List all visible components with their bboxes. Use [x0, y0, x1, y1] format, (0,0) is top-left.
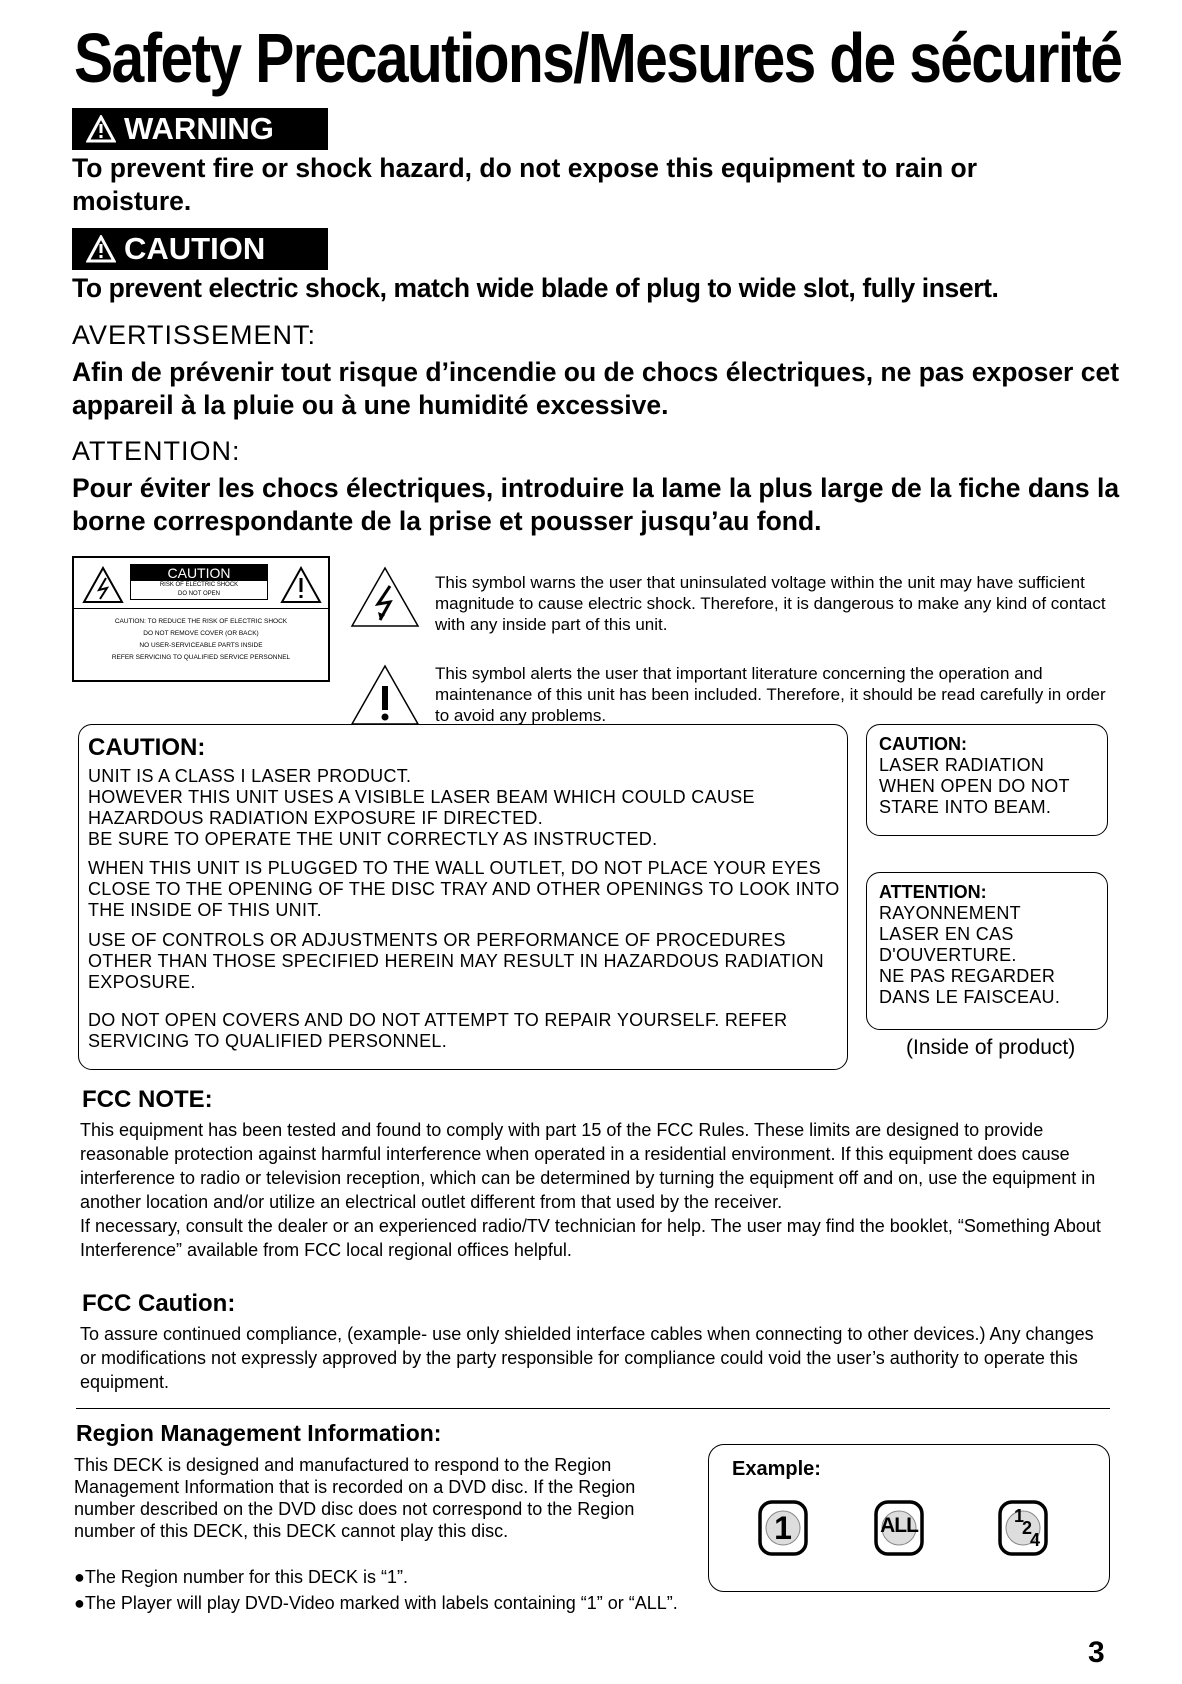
- region-badge-1: [758, 1500, 808, 1556]
- region-badge-all: [874, 1500, 924, 1556]
- region-badge-all-label: ALL: [880, 1514, 918, 1537]
- side-caution-l3: STARE INTO BEAM.: [879, 797, 1052, 817]
- region-badge-multi-1: 1: [1014, 1506, 1025, 1526]
- label-line4: REFER SERVICING TO QUALIFIED SERVICE PERSONNEL: [111, 654, 291, 661]
- inside-of-product-label: (Inside of product): [906, 1036, 1076, 1059]
- label-sub1: RISK OF ELECTRIC SHOCK: [159, 582, 239, 588]
- side-attention-l1: RAYONNEMENT: [879, 903, 1021, 923]
- side-caution-l1: LASER RADIATION: [879, 755, 1045, 775]
- bullet-dot-icon: ●: [74, 1593, 85, 1613]
- side-attention-l2: LASER EN CAS: [879, 924, 1014, 944]
- region-text: This DECK is designed and manufactured to respond to the Region Management Information that is recorded on a DVD disc. If the Region number described on the DVD disc does not correspond to the Region number of this DECK, this DECK cannot play this disc.: [74, 1455, 636, 1541]
- region-bullet-1: [74, 1566, 694, 1588]
- side-attention-l5: DANS LE FAISCEAU.: [879, 987, 1061, 1007]
- fcc-note-heading: FCC NOTE:: [82, 1086, 213, 1113]
- side-caution-box: [866, 724, 1108, 836]
- label-line3: NO USER-SERVICEABLE PARTS INSIDE: [139, 642, 263, 649]
- warning-triangle-icon: [86, 115, 116, 143]
- region-badge-multi-2: 2: [1022, 1518, 1033, 1538]
- side-attention-box: [866, 872, 1108, 1030]
- warning-badge: [72, 108, 328, 150]
- label-line1: CAUTION: TO REDUCE THE RISK OF ELECTRIC SHOCK: [114, 618, 288, 625]
- section-divider: [76, 1408, 1110, 1409]
- laser-caution-p1: [88, 766, 848, 850]
- literature-symbol-icon: [350, 664, 420, 726]
- fcc-note-p2: If necessary, consult the dealer or an experienced radio/TV technician for help. The user may find the booklet, “Something About Interference” available from FCC local regional offices helpful.: [80, 1216, 1101, 1260]
- fcc-caution-heading: FCC Caution:: [82, 1290, 236, 1317]
- label-caution-title: CAUTION: [131, 565, 267, 581]
- laser-p1b: HOWEVER THIS UNIT USES A VISIBLE LASER BEAM WHICH COULD CAUSE HAZARDOUS RADIATION EXPOSURE IF DIRECTED.: [88, 787, 755, 828]
- laser-p1c: BE SURE TO OPERATE THE UNIT CORRECTLY AS INSTRUCTED.: [88, 829, 658, 849]
- voltage-symbol-text: This symbol warns the user that uninsulated voltage within the unit may have sufficient magnitude to cause electric shock. Therefore, it is dangerous to make any kind of contact with any inside part of this unit.: [435, 573, 1106, 634]
- region-badge-multi: [998, 1500, 1048, 1556]
- fcc-note-body: [80, 1118, 1110, 1262]
- caution-text: To prevent electric shock, match wide blade of plug to wide slot, fully insert.: [72, 273, 999, 303]
- fcc-caution-text: To assure continued compliance, (example- use only shielded interface cables when connecting to other devices.) Any changes or modifications not expressly approved by the party responsible for compliance could void the user’s authority to operate this equipment.: [80, 1324, 1094, 1392]
- laser-caution-p2: WHEN THIS UNIT IS PLUGGED TO THE WALL OUTLET, DO NOT PLACE YOUR EYES CLOSE TO THE OPENING OF THE DISC TRAY AND OTHER OPENINGS TO LOOK INTO THE INSIDE OF THIS UNIT.: [88, 858, 840, 920]
- attention-text: Pour éviter les chocs électriques, introduire la lame la plus large de la fiche dans la borne correspondante de la prise et pousser jusqu’au fond.: [72, 473, 1120, 536]
- region-heading: Region Management Information:: [76, 1420, 442, 1446]
- label-line2: DO NOT REMOVE COVER (OR BACK): [143, 630, 259, 637]
- side-attention-l3: D'OUVERTURE.: [879, 945, 1017, 965]
- lightning-triangle-icon: [82, 566, 124, 604]
- label-fine-print: [74, 616, 328, 664]
- region-bullet-1-text: The Region number for this DECK is “1”.: [84, 1567, 408, 1587]
- shock-label-box: [72, 556, 330, 682]
- laser-p1a: UNIT IS A CLASS I LASER PRODUCT.: [88, 766, 412, 786]
- page-title: Safety Precautions/Mesures de sécurité: [74, 19, 1122, 97]
- side-attention-l4: NE PAS REGARDER: [879, 966, 1056, 986]
- side-attention-heading: ATTENTION:: [879, 882, 987, 902]
- laser-caution-p3: USE OF CONTROLS OR ADJUSTMENTS OR PERFORMANCE OF PROCEDURES OTHER THAN THOSE SPECIFIED HEREIN MAY RESULT IN HAZARDOUS RADIATION EXPOSURE.: [88, 930, 824, 992]
- laser-caution-p4: DO NOT OPEN COVERS AND DO NOT ATTEMPT TO REPAIR YOURSELF. REFER SERVICING TO QUALIFIED PERSONNEL.: [88, 1010, 788, 1051]
- fcc-note-p1: This equipment has been tested and found to comply with part 15 of the FCC Rules. These limits are designed to provide reasonable protection against harmful interference when operated in a residential environment. If this equipment does cause interference to radio or television reception, which can be determined by turning the equipment off and on, use the equipment in another location and/or utilize an electrical outlet different from that used by the receiver.: [80, 1120, 1096, 1212]
- exclamation-triangle-icon: [280, 566, 322, 604]
- side-caution-heading: CAUTION:: [879, 734, 967, 754]
- page-number: 3: [1088, 1636, 1105, 1669]
- literature-symbol-text: This symbol alerts the user that important literature concerning the operation and maintenance of this unit has been included. Therefore, it should be read carefully in order to avoid any problems.: [435, 664, 1106, 725]
- caution-badge-label: CAUTION: [124, 231, 266, 266]
- laser-caution-heading: CAUTION:: [88, 734, 206, 761]
- bullet-dot-icon: ●: [74, 1567, 85, 1587]
- region-badge-multi-4: 4: [1030, 1530, 1041, 1550]
- warning-text: To prevent fire or shock hazard, do not expose this equipment to rain or moisture.: [72, 153, 978, 216]
- label-inner-box: [130, 564, 268, 600]
- attention-heading: ATTENTION:: [72, 436, 241, 466]
- region-bullet-2-text: The Player will play DVD-Video marked with labels containing “1” or “ALL”.: [84, 1593, 678, 1613]
- example-label: Example:: [732, 1458, 821, 1480]
- label-sub2: DO NOT OPEN: [178, 591, 220, 597]
- voltage-symbol-icon: [350, 566, 420, 628]
- caution-badge: [72, 228, 328, 270]
- region-badge-1-label: 1: [774, 1510, 792, 1546]
- caution-triangle-icon: [86, 235, 116, 263]
- avertissement-text: Afin de prévenir tout risque d’incendie ou de chocs électriques, ne pas exposer cet appareil à la pluie ou à une humidité excessive.: [72, 357, 1120, 420]
- avertissement-heading: AVERTISSEMENT:: [72, 320, 317, 350]
- warning-badge-label: WARNING: [124, 111, 274, 146]
- region-bullets: [74, 1566, 694, 1614]
- side-caution-l2: WHEN OPEN DO NOT: [879, 776, 1070, 796]
- region-bullet-2: [74, 1592, 694, 1614]
